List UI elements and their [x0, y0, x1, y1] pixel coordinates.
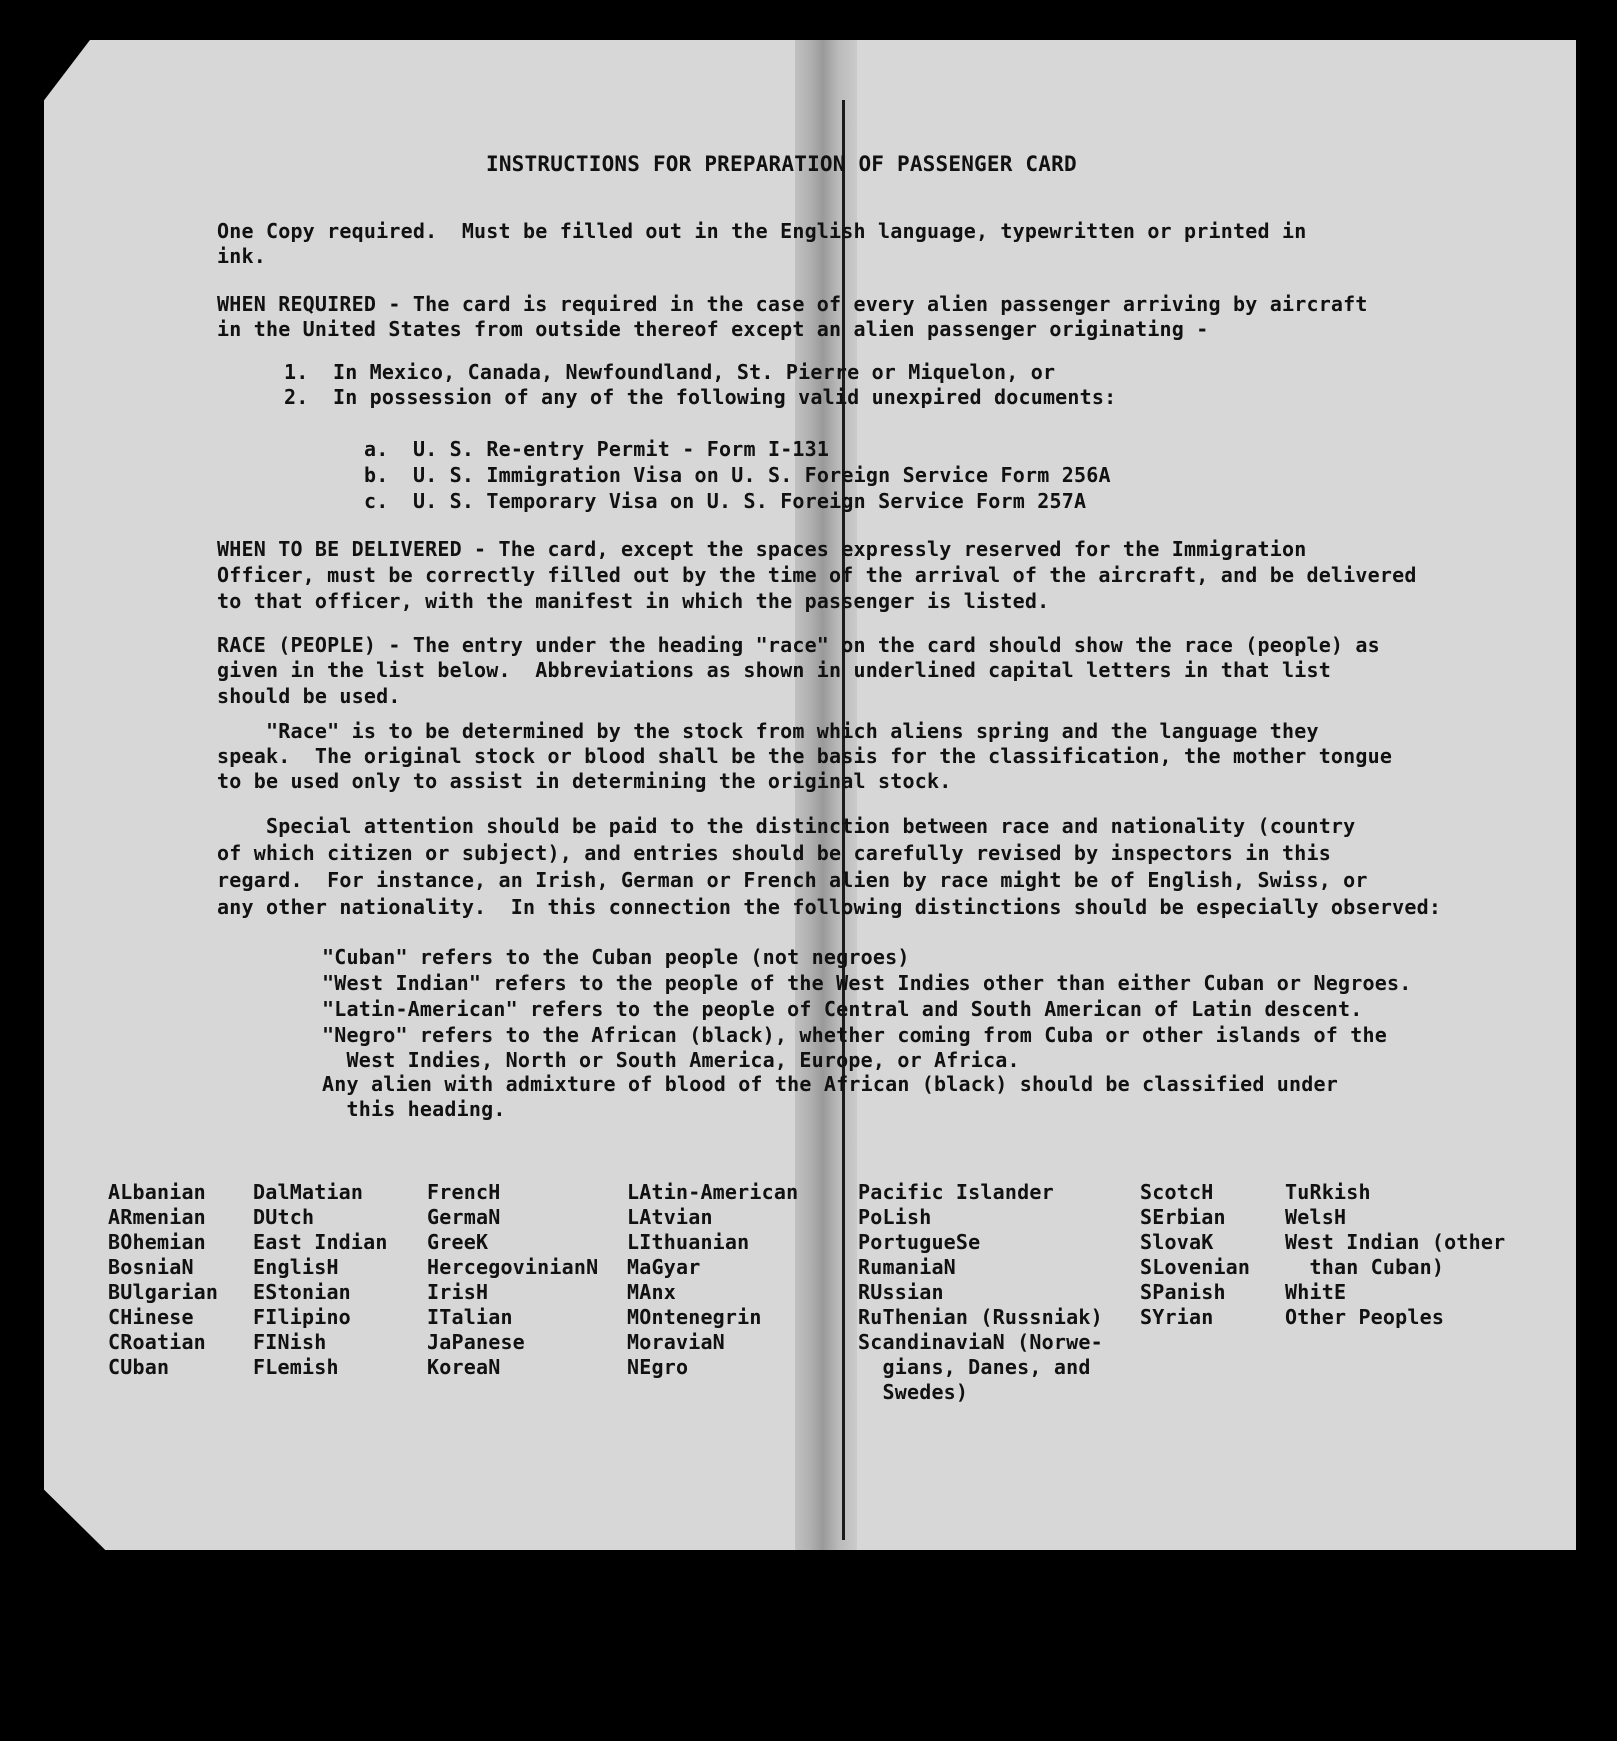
- race-entry: GreeK: [427, 1230, 489, 1254]
- race-entry: SlovaK: [1140, 1230, 1214, 1254]
- race-entry: PortugueSe: [858, 1230, 981, 1254]
- race-list-column-3: [427, 1180, 598, 1380]
- race-list-column-1: [108, 1180, 218, 1380]
- document-item: c. U. S. Temporary Visa on U. S. Foreign Service Form 257A: [364, 489, 1087, 513]
- race-entry: TuRkish: [1285, 1180, 1371, 1204]
- race-entry: WelsH: [1285, 1205, 1347, 1229]
- race-entry: RumaniaN: [858, 1255, 956, 1279]
- race-entry: MAnx: [627, 1280, 676, 1304]
- race-stock-line: "Race" is to be determined by the stock from which aliens spring and the language they: [217, 719, 1319, 743]
- race-entry: BosniaN: [108, 1255, 194, 1279]
- race-entry: gians, Danes, and: [858, 1355, 1091, 1379]
- distinction-line: "Cuban" refers to the Cuban people (not negroes): [322, 945, 910, 969]
- race-entry: DalMatian: [253, 1180, 364, 1204]
- race-entry: GermaN: [427, 1205, 501, 1229]
- race-entry: FLemish: [253, 1355, 339, 1379]
- race-entry: HercegovinianN: [427, 1255, 599, 1279]
- document-item: a. U. S. Re-entry Permit - Form I-131: [364, 437, 830, 461]
- race-list-column-4: [627, 1180, 798, 1380]
- race-entry: KoreaN: [427, 1355, 501, 1379]
- when-delivered-line: to that officer, with the manifest in which the passenger is listed.: [217, 589, 1050, 613]
- race-stock-line: speak. The original stock or blood shall be the basis for the classification, the mother tongue: [217, 744, 1393, 768]
- race-stock-line: to be used only to assist in determining the original stock.: [217, 769, 952, 793]
- race-entry: MaGyar: [627, 1255, 701, 1279]
- race-entry: ScotcH: [1140, 1180, 1214, 1204]
- race-entry: FINish: [253, 1330, 327, 1354]
- origin-item: 1. In Mexico, Canada, Newfoundland, St. Pierre or Miquelon, or: [284, 360, 1056, 384]
- race-entry: FIlipino: [253, 1305, 351, 1329]
- special-line: Special attention should be paid to the distinction between race and nationality (country: [217, 814, 1356, 838]
- race-entry: PoLish: [858, 1205, 932, 1229]
- document-title: INSTRUCTIONS FOR PREPARATION OF PASSENGER CARD: [486, 152, 1077, 176]
- race-entry: SErbian: [1140, 1205, 1226, 1229]
- race-entry: LAtin-American: [627, 1180, 799, 1204]
- race-entry: LAtvian: [627, 1205, 713, 1229]
- intro-line: ink.: [217, 244, 266, 268]
- race-entry: West Indian (other: [1285, 1230, 1506, 1254]
- special-line: any other nationality. In this connection the following distinctions should be especially observed:: [217, 895, 1442, 919]
- distinction-line: West Indies, North or South America, Europe, or Africa.: [322, 1048, 1020, 1072]
- race-entry: ScandinaviaN (Norwe-: [858, 1330, 1103, 1354]
- distinction-line: "Negro" refers to the African (black), whether coming from Cuba or other islands of the: [322, 1023, 1387, 1047]
- race-entry: Swedes): [858, 1380, 969, 1404]
- race-entry: SPanish: [1140, 1280, 1226, 1304]
- race-entry: CUban: [108, 1355, 170, 1379]
- when-required-line: WHEN REQUIRED - The card is required in the case of every alien passenger arriving by aircraft: [217, 292, 1368, 316]
- race-entry: Pacific Islander: [858, 1180, 1054, 1204]
- distinction-line: "Latin-American" refers to the people of Central and South American of Latin descent.: [322, 997, 1363, 1021]
- race-entry: ALbanian: [108, 1180, 206, 1204]
- race-entry: East Indian: [253, 1230, 388, 1254]
- race-entry: BUlgarian: [108, 1280, 219, 1304]
- race-entry: NEgro: [627, 1355, 689, 1379]
- race-line: given in the list below. Abbreviations as shown in underlined capital letters in that list: [217, 658, 1331, 682]
- race-entry: BOhemian: [108, 1230, 206, 1254]
- race-entry: SLovenian: [1140, 1255, 1251, 1279]
- intro-line: One Copy required. Must be filled out in the English language, typewritten or printed in: [217, 219, 1307, 243]
- race-list-column-2: [253, 1180, 388, 1380]
- race-entry: ARmenian: [108, 1205, 206, 1229]
- race-entry: DUtch: [253, 1205, 315, 1229]
- race-entry: Other Peoples: [1285, 1305, 1445, 1329]
- when-delivered-line: WHEN TO BE DELIVERED - The card, except the spaces expressly reserved for the Immigration: [217, 537, 1307, 561]
- distinction-line: this heading.: [322, 1097, 506, 1121]
- race-line: RACE (PEOPLE) - The entry under the heading "race" on the card should show the race (people) as: [217, 633, 1380, 657]
- race-list-column-5: [858, 1180, 1103, 1405]
- distinction-line: Any alien with admixture of blood of the African (black) should be classified under: [322, 1072, 1339, 1096]
- race-entry: than Cuban): [1285, 1255, 1445, 1279]
- race-line: should be used.: [217, 684, 401, 708]
- when-delivered-line: Officer, must be correctly filled out by the time of the arrival of the aircraft, and be delivered: [217, 563, 1417, 587]
- race-entry: RUssian: [858, 1280, 944, 1304]
- race-entry: EnglisH: [253, 1255, 339, 1279]
- race-entry: JaPanese: [427, 1330, 525, 1354]
- race-entry: FrencH: [427, 1180, 501, 1204]
- race-list-column-6: [1140, 1180, 1250, 1330]
- document-item: b. U. S. Immigration Visa on U. S. Foreign Service Form 256A: [364, 463, 1111, 487]
- race-entry: ITalian: [427, 1305, 513, 1329]
- race-entry: IrisH: [427, 1280, 489, 1304]
- race-entry: MoraviaN: [627, 1330, 725, 1354]
- race-entry: CHinese: [108, 1305, 194, 1329]
- origin-item: 2. In possession of any of the following valid unexpired documents:: [284, 385, 1117, 409]
- race-entry: LIthuanian: [627, 1230, 750, 1254]
- special-line: of which citizen or subject), and entries should be carefully revised by inspectors in this: [217, 841, 1331, 865]
- special-line: regard. For instance, an Irish, German or French alien by race might be of English, Swiss, or: [217, 868, 1368, 892]
- distinction-line: "West Indian" refers to the people of the West Indies other than either Cuban or Negroes.: [322, 971, 1412, 995]
- race-list-column-7: [1285, 1180, 1505, 1330]
- race-entry: WhitE: [1285, 1280, 1347, 1304]
- when-required-line: in the United States from outside thereof except an alien passenger originating -: [217, 317, 1209, 341]
- race-entry: CRoatian: [108, 1330, 206, 1354]
- race-entry: SYrian: [1140, 1305, 1214, 1329]
- race-entry: RuThenian (Russniak): [858, 1305, 1103, 1329]
- race-entry: EStonian: [253, 1280, 351, 1304]
- race-entry: MOntenegrin: [627, 1305, 762, 1329]
